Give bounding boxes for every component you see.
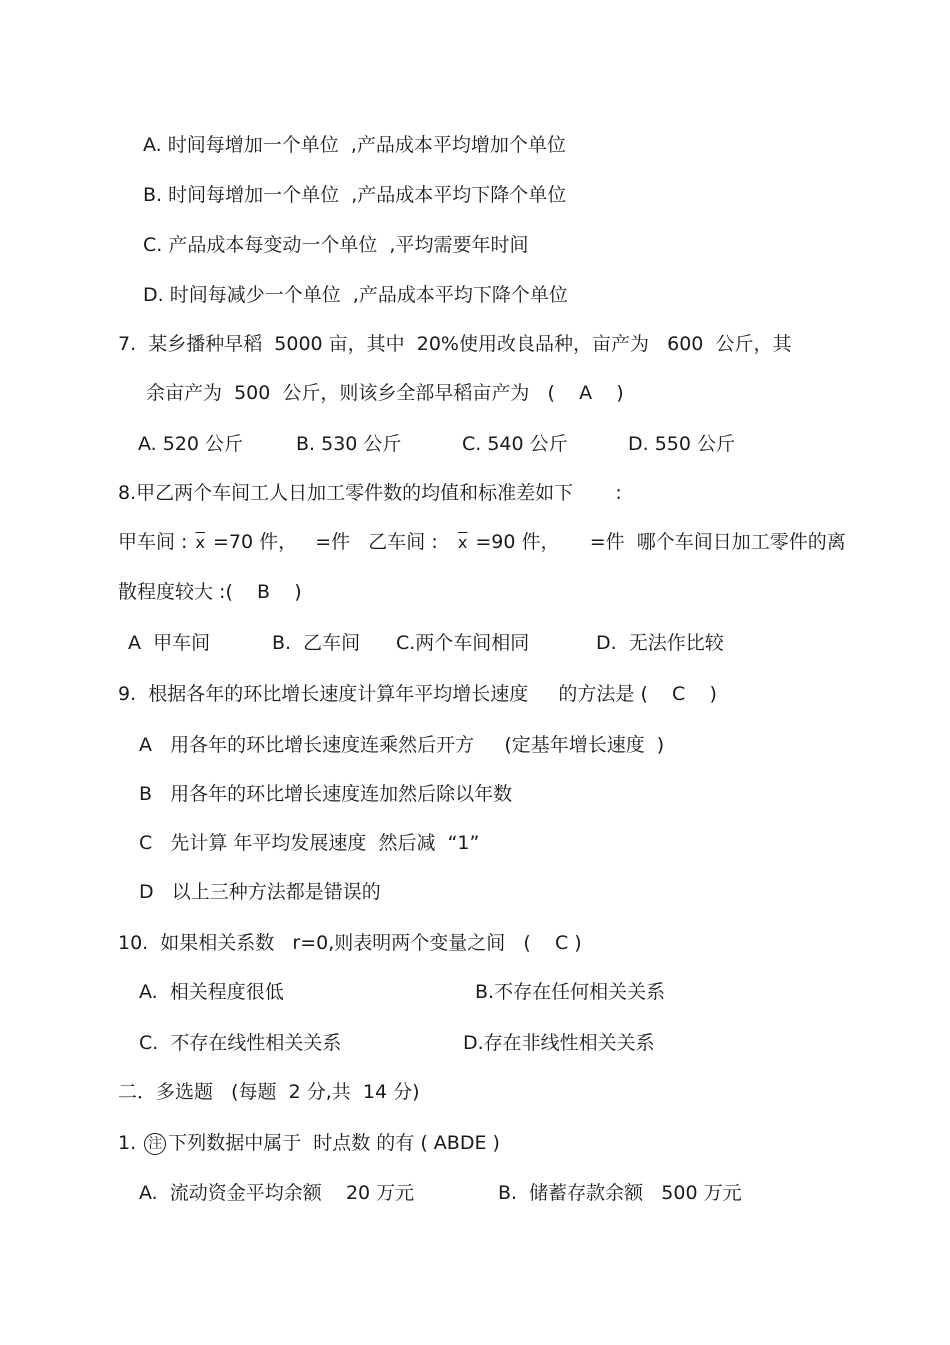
q10-stem: 10. 如果相关系数 r=0,则表明两个变量之间 ( C ) <box>118 932 582 954</box>
q7-option-a: A. 520 公斤 <box>138 433 244 455</box>
m1-number: 1. <box>118 1132 137 1154</box>
q9-stem: 9. 根据各年的环比增长速度计算年平均增长速度 的方法是 ( C ) <box>118 683 717 705</box>
q8-stem-line1: 8.甲乙两个车间工人日加工零件数的均值和标准差如下 : <box>118 482 622 504</box>
q8-workshop-b-values: =90 件， =件 哪个车间日加工零件的离 <box>469 531 846 553</box>
q9-option-d: D 以上三种方法都是错误的 <box>139 881 381 903</box>
q10-option-a: A. 相关程度很低 <box>139 981 284 1003</box>
q6-option-a: A. 时间每增加一个单位 ,产品成本平均增加个单位 <box>143 134 566 156</box>
section-title-multiple-choice: 二．多选题 (每题 2 分,共 14 分) <box>118 1081 420 1103</box>
q7-option-d: D. 550 公斤 <box>628 433 736 455</box>
q8-option-c: C.两个车间相同 <box>396 632 530 654</box>
m1-option-a: A. 流动资金平均余额 20 万元 <box>139 1182 415 1204</box>
q9-option-c: C 先计算 年平均发展速度 然后减 “1” <box>139 832 480 854</box>
q6-option-c: C. 产品成本每变动一个单位 ,平均需要年时间 <box>143 234 529 256</box>
mean-symbol: $\overline{x}$ <box>195 533 205 552</box>
q7-stem-line2: 余亩产为 500 公斤，则该乡全部早稻亩产为 ( A ) <box>146 382 624 404</box>
q8-option-b: B. 乙车间 <box>272 632 361 654</box>
q6-option-d: D. 时间每减少一个单位 ,产品成本平均下降个单位 <box>143 284 568 306</box>
q8-stem-line2 <box>118 530 846 554</box>
q9-option-a: A 用各年的环比增长速度连乘然后开方 (定基年增长速度 ) <box>139 734 665 756</box>
q9-option-b: B 用各年的环比增长速度连加然后除以年数 <box>139 783 513 805</box>
mean-symbol: $\overline{x}$ <box>457 533 468 552</box>
q6-option-b: B. 时间每增加一个单位 ,产品成本平均下降个单位 <box>143 184 567 206</box>
q7-stem-line1: 7. 某乡播种早稻 5000 亩，其中 20%使用改良品种，亩产为 600 公斤，其 <box>118 333 792 355</box>
q10-option-c: C. 不存在线性相关关系 <box>139 1032 342 1054</box>
q8-option-d: D. 无法作比较 <box>596 632 724 654</box>
m1-text: 下列数据中属于 时点数 的有 ( ABDE ) <box>168 1132 500 1154</box>
m1-stem <box>118 1131 500 1155</box>
note-circle-icon: 注 <box>144 1133 166 1155</box>
q7-option-b: B. 530 公斤 <box>296 433 402 455</box>
q7-option-c: C. 540 公斤 <box>462 433 568 455</box>
q8-workshop-a-label: 甲车间 : <box>118 531 194 553</box>
q8-workshop-a-values: =70 件， =件 乙车间 : <box>206 531 456 553</box>
q10-option-d: D.存在非线性相关关系 <box>463 1032 655 1054</box>
m1-option-b: B. 储蓄存款余额 500 万元 <box>498 1182 742 1204</box>
q8-stem-line3: 散程度较大 :( B ) <box>118 581 302 603</box>
q10-option-b: B.不存在任何相关关系 <box>475 981 666 1003</box>
q8-option-a: A 甲车间 <box>128 632 211 654</box>
